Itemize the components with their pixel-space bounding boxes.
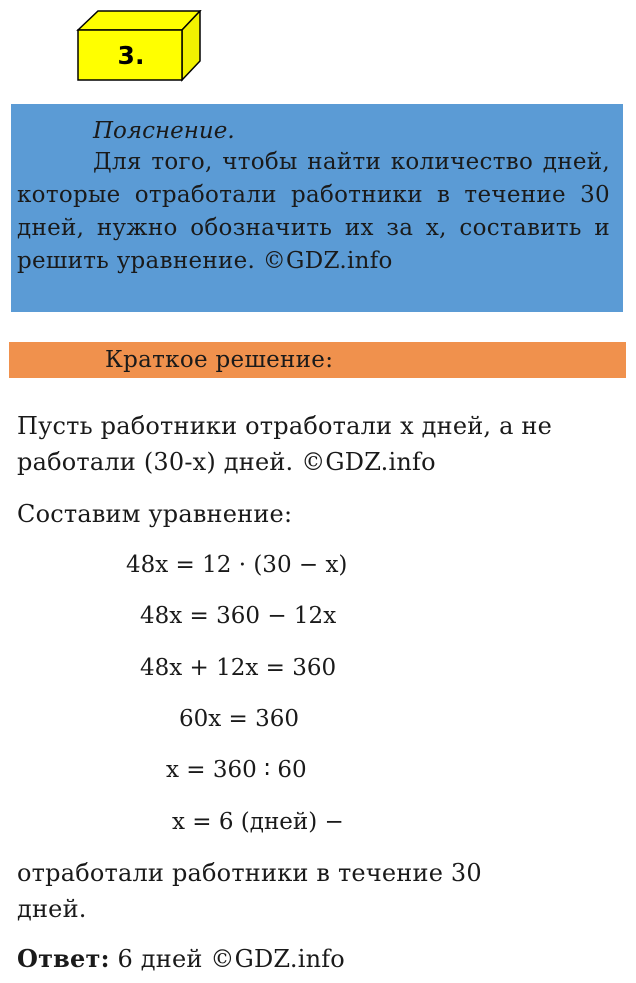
explanation-title: Пояснение.	[93, 118, 235, 144]
answer-label: Ответ:	[17, 944, 110, 973]
answer-line	[17, 941, 345, 977]
conclusion-line-2: дней.	[17, 895, 87, 923]
equation-line-3: 48x + 12x = 360	[140, 655, 337, 681]
task-number: 3.	[117, 41, 145, 70]
solution-label: Краткое решение:	[105, 347, 334, 373]
explanation-box	[11, 104, 623, 312]
solution-intro-line-1: Пусть работники отработали х дней, а не	[17, 412, 553, 440]
solution-intro-line-2: работали (30-х) дней. ©GDZ.info	[17, 448, 436, 476]
solution-header	[9, 342, 626, 378]
equation-intro: Составим уравнение:	[17, 500, 293, 528]
equation-line-6: x = 6 (дней) −	[172, 809, 344, 835]
explanation-text: Для того, чтобы найти количество дней, которые отработали работники в течение 30 дней, нужно обозначить их за х, составить и решить уравнение. ©GDZ.info	[17, 149, 610, 274]
equation-line-4: 60x = 360	[179, 706, 300, 732]
equation-line-2: 48x = 360 − 12x	[140, 603, 337, 629]
answer-value: 6 дней ©GDZ.info	[117, 945, 345, 973]
conclusion-line-1: отработали работники в течение 30	[17, 859, 482, 887]
equation-line-5: x = 360 ∶ 60	[166, 757, 307, 783]
equation-line-1: 48x = 12 · (30 − x)	[126, 552, 348, 578]
